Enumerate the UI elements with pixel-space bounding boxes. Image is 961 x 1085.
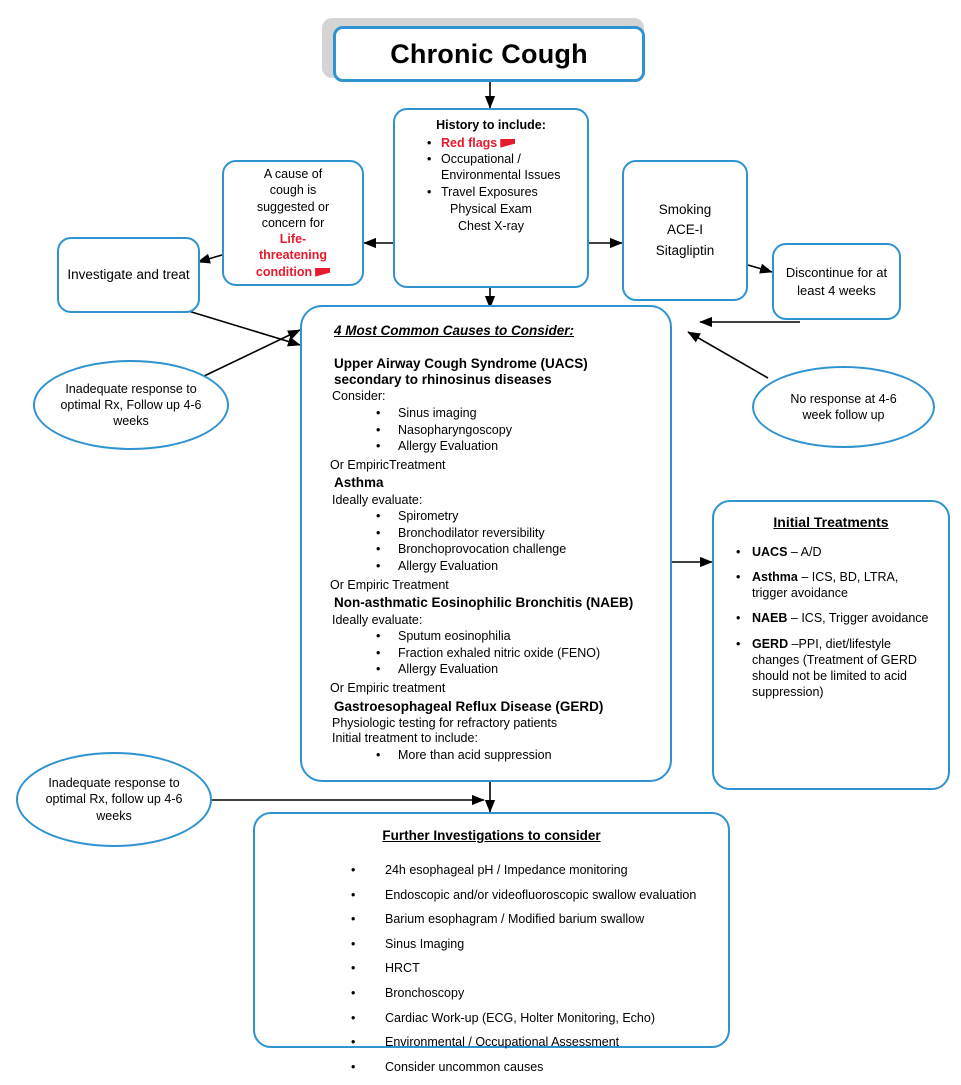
causes-items-gerd — [320, 748, 552, 765]
inadequate-response-top-ellipse: Inadequate response to optimal Rx, Follow up 4-6 weeks — [33, 360, 229, 450]
history-header: History to include: — [436, 118, 546, 132]
list-item: • Spirometry — [398, 509, 566, 525]
causes-or-uacs: Or EmpiricTreatment — [330, 457, 446, 472]
list-item: • Environmental / Occupational Assessment — [385, 1035, 696, 1051]
smoking-line-1: Smoking — [658, 202, 712, 218]
list-item: • Bronchodilator reversibility — [398, 526, 566, 542]
list-item: • Allergy Evaluation — [398, 559, 566, 575]
list-item: • NAEB – ICS, Trigger avoidance — [752, 610, 936, 626]
list-item: • Fraction exhaled nitric oxide (FENO) — [398, 646, 600, 662]
investigate-and-treat-node: Investigate and treat — [57, 237, 200, 313]
history-bullet-red-flags: • Red flags — [441, 136, 581, 152]
smoking-line-2: ACE-I — [666, 222, 703, 238]
cause-line-3: suggested or — [256, 199, 330, 214]
causes-title: 4 Most Common Causes to Consider: — [334, 323, 575, 338]
list-item: • Bronchoprovocation challenge — [398, 542, 566, 558]
history-node — [393, 108, 589, 288]
list-item: • Sinus Imaging — [385, 937, 696, 953]
list-item: • Endoscopic and/or videofluoroscopic swallow evaluation — [385, 888, 696, 904]
causes-or-asthma: Or Empiric Treatment — [330, 577, 449, 592]
list-item: • UACS – A/D — [752, 544, 936, 560]
red-flag-icon-2 — [315, 268, 330, 277]
list-item: • More than acid suppression — [398, 748, 552, 764]
list-item: • 24h esophageal pH / Impedance monitoring — [385, 863, 696, 879]
causes-section-head-asthma: Asthma — [334, 475, 384, 491]
causes-section-sub-uacs: Consider: — [332, 389, 386, 404]
history-physical-exam: Physical Exam — [450, 202, 532, 217]
further-investigations-node — [253, 812, 730, 1074]
causes-or-naeb: Or Empiric treatment — [330, 681, 446, 695]
cause-line-2: cough is — [269, 183, 317, 198]
page-title: Chronic Cough — [333, 26, 645, 82]
list-item: • Sinus imaging — [398, 406, 512, 422]
causes-section-sub2-gerd: Initial treatment to include: — [332, 731, 478, 746]
inadequate-response-bottom-ellipse: Inadequate response to optimal Rx, follow up 4-6 weeks — [16, 752, 212, 847]
causes-items-naeb — [320, 629, 600, 679]
list-item: • Nasopharyngoscopy — [398, 423, 512, 439]
initial-treatments-node — [712, 500, 950, 790]
discontinue-node: Discontinue for at least 4 weeks — [772, 243, 901, 320]
further-list — [265, 863, 696, 1085]
history-bullet-travel: • Travel Exposures — [441, 185, 581, 201]
list-item: • Sputum eosinophilia — [398, 629, 600, 645]
causes-section-head-naeb: Non-asthmatic Eosinophilic Bronchitis (NAEB) — [334, 595, 634, 611]
history-bullets — [401, 136, 581, 202]
list-item: • Barium esophagram / Modified barium swallow — [385, 912, 696, 928]
causes-section-sub-asthma: Ideally evaluate: — [332, 492, 423, 507]
list-item: • Asthma – ICS, BD, LTRA, trigger avoidance — [752, 569, 936, 602]
causes-section-sub-naeb: Ideally evaluate: — [332, 612, 423, 627]
causes-section-sub-gerd: Physiologic testing for refractory patients — [332, 715, 558, 730]
list-item: • Cardiac Work-up (ECG, Holter Monitoring, Echo) — [385, 1011, 696, 1027]
no-response-ellipse: No response at 4-6 week follow up — [752, 366, 935, 448]
list-item: • GERD –PPI, diet/lifestyle changes (Treatment of GERD should not be limited to acid suppression) — [752, 636, 936, 701]
causes-section-head-gerd: Gastroesophageal Reflux Disease (GERD) — [334, 698, 604, 714]
cause-suggested-node — [222, 160, 364, 286]
cause-line-7: condition — [256, 264, 330, 280]
history-bullet-occupational: • Occupational / Environmental Issues — [441, 152, 581, 183]
cause-line-4: concern for — [261, 215, 325, 230]
smoking-line-3: Sitagliptin — [655, 242, 715, 258]
list-item: • Consider uncommon causes — [385, 1060, 696, 1076]
smoking-node — [622, 160, 748, 301]
causes-items-uacs — [320, 406, 512, 456]
treatments-title: Initial Treatments — [773, 514, 889, 530]
treatments-list — [726, 544, 936, 710]
cause-line-5: Life- — [279, 232, 307, 247]
history-chest-xray: Chest X-ray — [458, 218, 524, 233]
common-causes-node — [300, 305, 672, 782]
red-flag-icon — [500, 139, 515, 148]
causes-items-asthma — [320, 509, 566, 576]
cause-line-1: A cause of — [263, 167, 323, 182]
causes-section-head-uacs: Upper Airway Cough Syndrome (UACS) secondary to rhinosinus diseases — [334, 355, 588, 388]
cause-line-6: threatening — [258, 248, 328, 263]
list-item: • Allergy Evaluation — [398, 662, 600, 678]
list-item: • Allergy Evaluation — [398, 439, 512, 455]
list-item: • HRCT — [385, 961, 696, 977]
list-item: • Bronchoscopy — [385, 986, 696, 1002]
further-title: Further Investigations to consider — [382, 828, 601, 843]
